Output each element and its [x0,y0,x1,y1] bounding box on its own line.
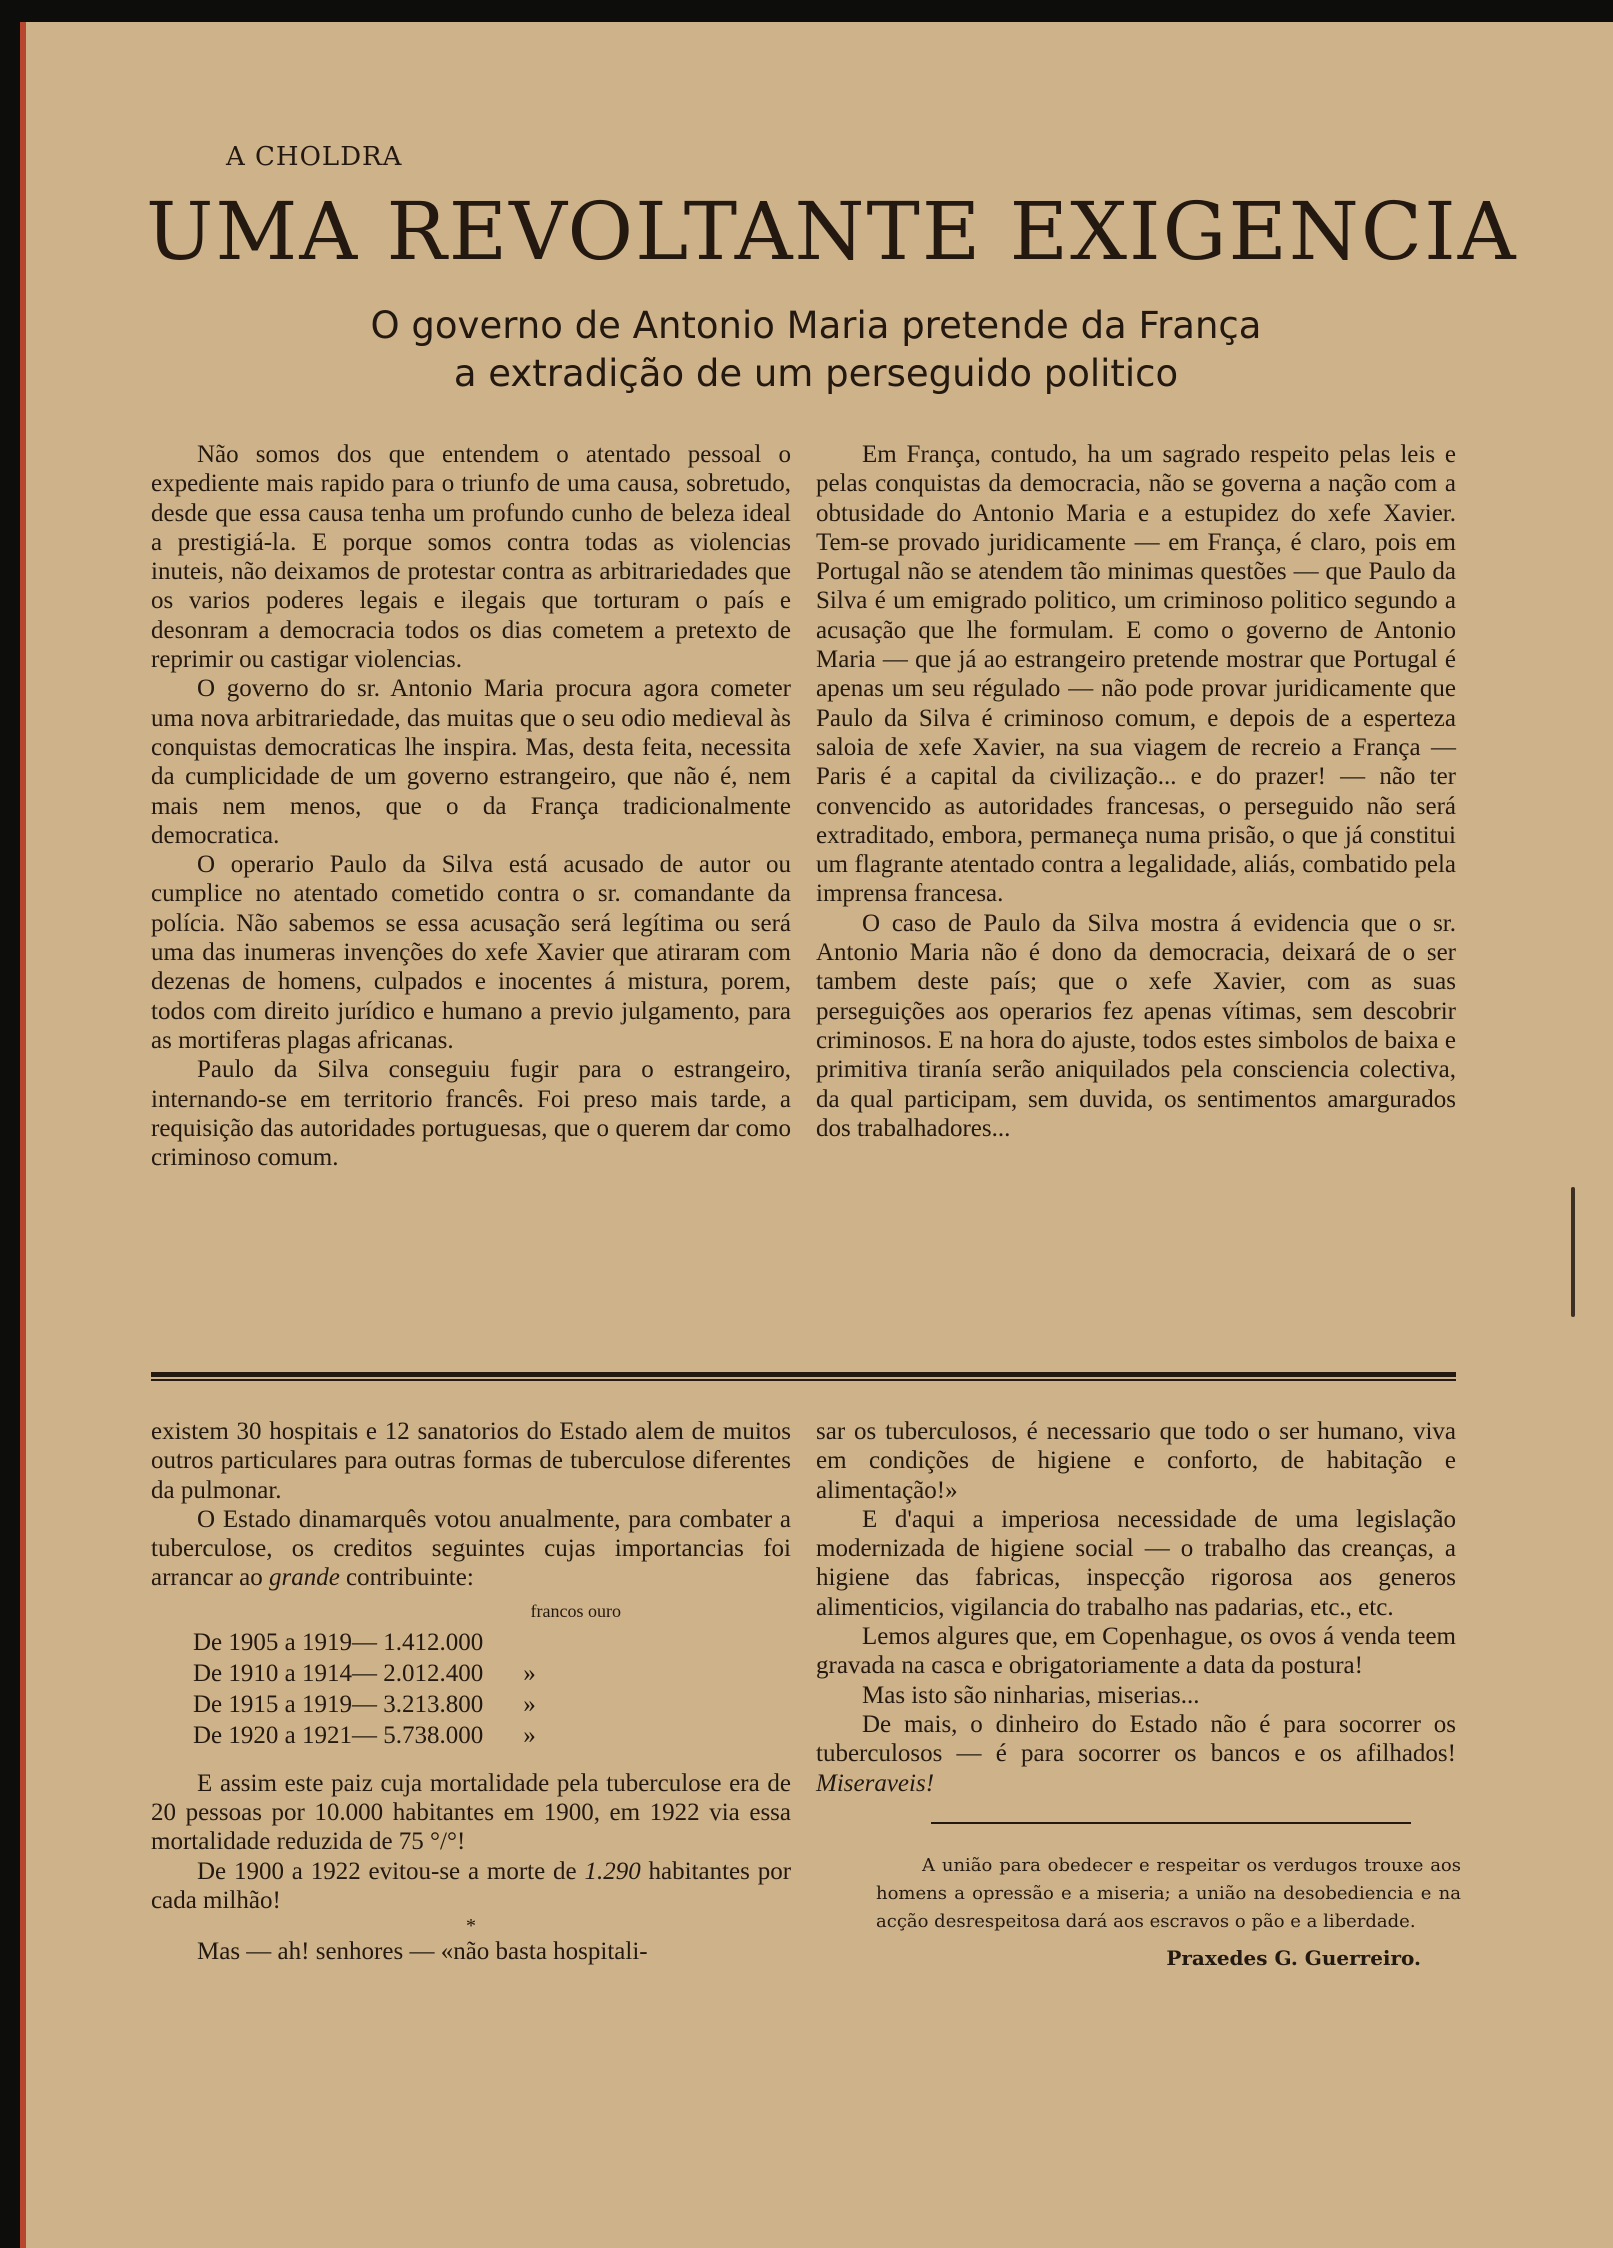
subheadline [146,302,1486,398]
article2-paragraph [151,1857,791,1916]
author-signature: Praxedes G. Guerreiro. [1166,1945,1421,1970]
article1-paragraph: Em França, contudo, ha um sagrado respeito pelas leis e pelas conquistas da democracia, não se governa a nação com a obtusidade do Antonio Maria e a estupidez do xefe Xavier. Tem-se provado juridicamente — em França, é claro, pois em Portugal não se atendem tão minimas questões — que Paulo da Silva é um emigrado politico, um criminoso politico segundo a acusação que lhe formulam. E como o governo de Antonio Maria — que já ao estrangeiro pretende mostrar que Portugal é apenas um seu régulado — não pode provar juridicamente que Paulo da Silva é criminoso comum, e depois de a esperteza saloia de xefe Xavier, na sua viagem de recreio a França — Paris é a capital da civilização... e do prazer! — não ter convencido as autoridades francesas, o perseguido não será extraditado, embora, permaneça numa prisão, o que já constitui um flagrante atentado contra a legalidade, aliás, combatido pela imprensa francesa. [816,441,1456,908]
ditto-mark: » [523,1690,536,1718]
credit-amount: — 2.012.400 [352,1659,484,1687]
article1-paragraph: O caso de Paulo da Silva mostra á evidencia que o sr. Antonio Maria não é dono da democracia, deixará de o ser tambem deste país; que o xefe Xavier, com as suas perseguições aos operarios fez apenas vítimas, sem descobrir criminosos. E na hora do ajuste, todos estes simbolos de baixa e primitiva tiranía serão aniquilados pela consciencia colectiva, da qual participam, sem duvida, os sentimentos amargurados dos trabalhadores... [816,909,1456,1142]
article1-paragraph: Não somos dos que entendem o atentado pessoal o expediente mais rapido para o triunfo de uma causa, sobretudo, desde que essa causa tenha um profundo cunho de beleza ideal a prestigiá-la. E porque somos contra todas as violencias inuteis, não deixamos de protestar contra as arbitrariedades que os varios poderes legais e ilegais que torturam o país e desonram a democracia todos os dias cometem a pretexto de reprimir ou castigar violencias. [151,441,791,674]
margin-mark [1571,1187,1575,1317]
closing-quote: A união para obedecer e respeitar os verdugos trouxe aos homens a opressão e a miseria; a união na desobediencia e na acção desrespeitosa dará aos escravos o pão e a liberdade. [876,1854,1461,1932]
paragraph-text: habitantes por cada milhão! [151,1857,792,1914]
article2-paragraph [816,1710,1456,1798]
article2-paragraph: sar os tuberculosos, é necessario que todo o ser humano, viva em condições de higiene e conforto, de habitação e alimentação!» [816,1418,1456,1504]
ditto-mark: » [523,1659,536,1687]
table-row [193,1720,536,1751]
credit-amount: — 1.412.000 [352,1628,484,1656]
paragraph-text: contribuinte: [346,1564,474,1592]
section-divider-rule [151,1372,1456,1381]
article1-paragraph: O operario Paulo da Silva está acusado de autor ou cumplice no atentado cometido contra o sr. comandante da polícia. Não sabemos se essa acusação será legítima ou será uma das inumeras invenções do xefe Xavier que atiraram com dezenas de homens, culpados e inocentes á mistura, porem, todos com direito jurídico e humano a previo julgamento, para as mortiferas plagas africanas. [151,851,791,1054]
subhead-line-2: a extradição de um perseguido politico [453,352,1179,395]
headline: UMA REVOLTANTE EXIGENCIA [146,185,1518,278]
emphasis-text: grande [268,1564,340,1592]
emphasis-text: 1.290 [584,1857,641,1885]
credit-period: De 1910 a 1914 [193,1659,352,1687]
article2-paragraph: Mas isto são ninharias, miserias... [862,1681,1200,1709]
table-row [193,1658,536,1689]
credits-table [193,1627,536,1751]
table-row [193,1627,536,1658]
section-separator: * [466,1915,476,1938]
article2-paragraph: E assim este paiz cuja mortalidade pela tuberculose era de 20 pessoas por 10.000 habitantes em 1900, em 1922 via essa mortalidade reduzida de 75 °/°! [151,1769,791,1856]
article1-right-column [816,440,1456,1143]
article2-paragraph: Mas — ah! senhores — «não basta hospitali- [197,1938,648,1966]
units-label: francos ouro [530,1600,621,1621]
subhead-line-1: O governo de Antonio Maria pretende da França [370,304,1262,347]
credit-period: De 1905 a 1919 [193,1628,352,1656]
credit-amount: — 3.213.800 [352,1690,484,1718]
credit-period: De 1915 a 1919 [193,1690,352,1718]
ditto-mark: » [523,1721,536,1749]
article2-paragraph: E d'aqui a imperiosa necessidade de uma legislação modernizada de higiene social — o trabalho das creanças, a higiene das fabricas, inspecção rigorosa aos generos alimenticios, vigilancia do trabalho nas padarias, etc., etc. [816,1505,1456,1621]
table-row [193,1689,536,1720]
running-head: A CHOLDRA [226,142,403,172]
article2-right-column [816,1417,1461,1973]
credit-amount: — 5.738.000 [352,1721,484,1749]
newspaper-page [20,22,1613,2248]
paragraph-text: O Estado dinamarquês votou anualmente, para combater a tuberculose, os creditos seguintes cujas importancias foi arrancar ao [151,1505,791,1592]
ditto-mark [483,1627,536,1658]
paragraph-text: De mais, o dinheiro do Estado não é para socorrer os tuberculosos — é para socorrer os bancos e os afilhados! [816,1710,1456,1768]
paragraph-text: De 1900 a 1922 evitou-se a morte de [197,1857,577,1885]
article1-left-column [151,440,791,1172]
article2-paragraph: Lemos algures que, em Copenhague, os ovos á venda teem gravada na casca e obrigatoriamente a data da postura! [816,1623,1456,1680]
article2-left-column [151,1417,791,1967]
article2-paragraph [151,1505,791,1593]
quote-divider-rule [931,1822,1411,1824]
emphasis-text: Miseraveis! [816,1769,935,1797]
article2-paragraph: existem 30 hospitais e 12 sanatorios do Estado alem de muitos outros particulares para outras formas de tuberculose diferentes da pulmonar. [151,1418,791,1504]
article1-paragraph: Paulo da Silva conseguiu fugir para o estrangeiro, internando-se em territorio francês. Foi preso mais tarde, a requisição das autoridades portuguesas, que o querem dar como criminoso comum. [151,1056,791,1172]
credit-period: De 1920 a 1921 [193,1721,352,1749]
article1-paragraph: O governo do sr. Antonio Maria procura agora cometer uma nova arbitrariedade, das muitas que o seu odio medieval às conquistas democraticas lhe inspira. Mas, desta feita, necessita da cumplicidade de um governo estrangeiro, que não é, nem mais nem menos, que o da França tradicionalmente democratica. [151,675,791,849]
